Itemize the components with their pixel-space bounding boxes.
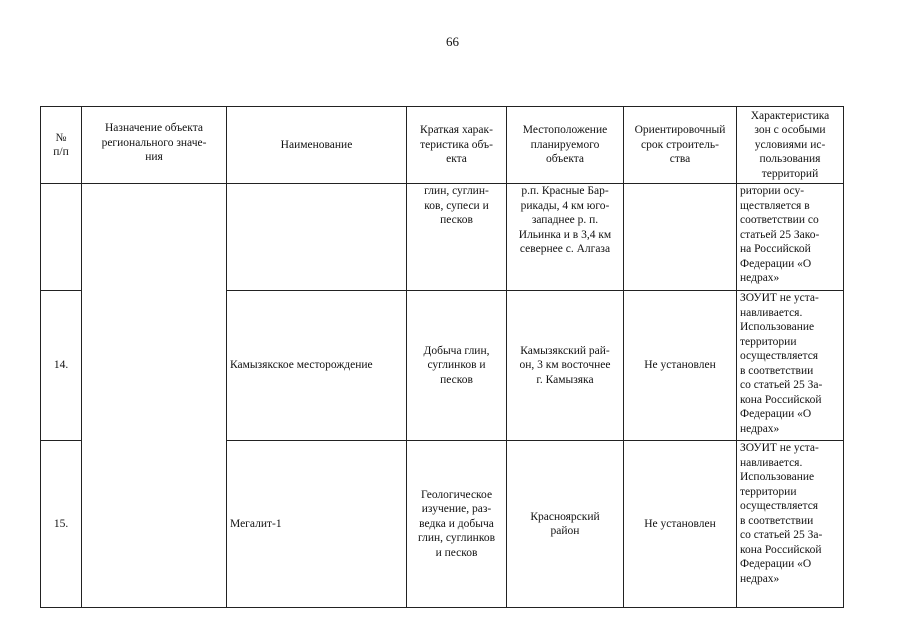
header-term: Ориентировочный срок строитель- ства [624,107,737,184]
row-description: Геологическое изучение, раз- ведка и добыча глин, суглинков и песков [407,441,507,608]
header-description: Краткая харак- теристика объ- екта [407,107,507,184]
row-num: 14. [41,291,82,441]
table-row [41,184,844,291]
objects-table [40,106,844,608]
header-location: Местоположение планируемого объекта [507,107,624,184]
header-row [41,107,844,184]
row-num [41,184,82,291]
row-name: Мегалит-1 [227,441,407,608]
header-purpose: Назначение объекта регионального значе- ния [82,107,227,184]
row-num: 15. [41,441,82,608]
row-location: Красноярский район [507,441,624,608]
row-location: Камызякский рай- он, 3 км восточнее г. Камызяка [507,291,624,441]
row-zones: ЗОУИТ не уста- навливается. Использование территории осуществляется в соответствии со статьей 25 За- кона Российской Федерации «О недрах» [737,291,844,441]
row-name [227,184,407,291]
row-location: р.п. Красные Бар- рикады, 4 км юго- западнее р. п. Ильинка и в 3,4 км севернее с. Алгаза [507,184,624,291]
row-zones: ритории осу- ществляется в соответствии со статьей 25 Зако- на Российской Федерации «О недрах» [737,184,844,291]
row-name: Камызякское месторождение [227,291,407,441]
row-description: глин, суглин- ков, супеси и песков [407,184,507,291]
header-num: № п/п [41,107,82,184]
purpose-cell [82,184,227,608]
row-zones: ЗОУИТ не уста- навливается. Использование территории осуществляется в соответствии со статьей 25 За- кона Российской Федерации «О недрах» [737,441,844,608]
header-zones: Характеристика зон с особыми условиями ис- пользования территорий [737,107,844,184]
page-number: 66 [446,34,459,49]
header-name: Наименование [227,107,407,184]
row-term: Не установлен [624,291,737,441]
row-term [624,184,737,291]
row-description: Добыча глин, суглинков и песков [407,291,507,441]
row-term: Не установлен [624,441,737,608]
